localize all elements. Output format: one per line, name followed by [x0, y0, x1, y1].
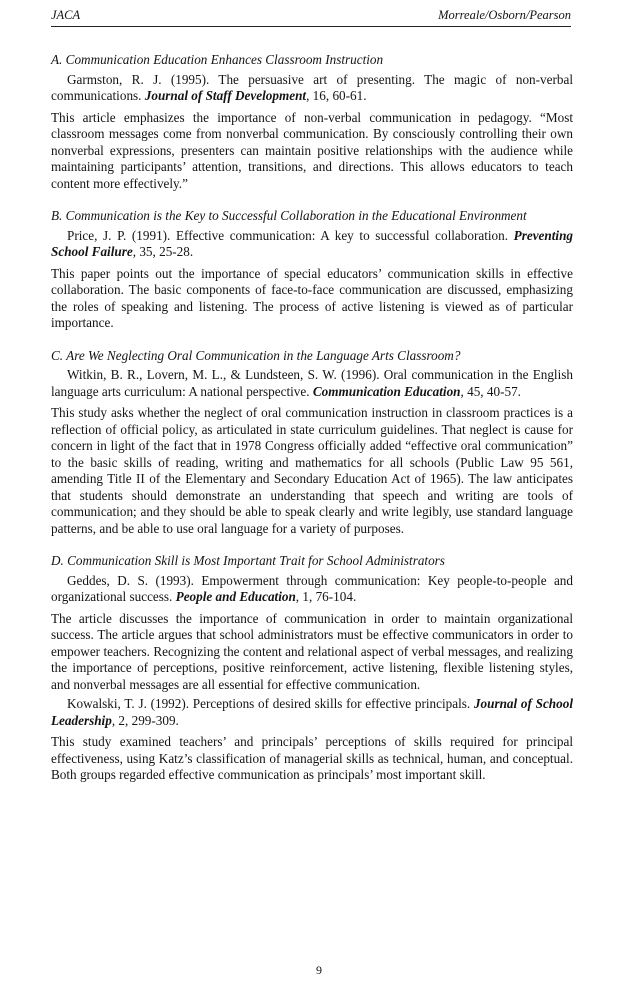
section-c — [51, 348, 573, 538]
journal-title: Journal of Staff Development — [144, 88, 307, 103]
citation-volume: , 2, 299-309. — [111, 712, 179, 728]
running-header — [51, 6, 571, 27]
abstract: This study asks whether the neglect of oral communication instruction in classroom practices is a reflection of official policy, as articulated in state curriculum guidelines. That neglect is cause for concern in light of the fact that in 1978 Congress officially added “effective oral communication” to the basic skills of reading, writing and mathematics for all schools (Public Law 95 561, amending Title II of the Elementary and Secondary Education Act of 1965). The law anticipates that students should demonstrate an understanding that speech and writing are tools of communication; and they should be able to speak clearly and write legibly, use standard language patterns, and be able to use oral language for a variety of purposes. — [51, 405, 573, 536]
journal-title: Preventing School Failure — [51, 227, 573, 259]
abstract: This study examined teachers’ and principals’ perceptions of skills required for principal effectiveness, using Katz’s classification of managerial skills as technical, human, and conceptual. Both groups regarded effective communication as principals’ most important skill. — [51, 734, 573, 782]
abstract: This paper points out the importance of special educators’ communication skills in effective collaboration. The basic components of face-to-face communication are discussed, emphasizing the roles of speaking and listening. The process of active listening is viewed as of particular importance. — [51, 265, 573, 330]
page-number: 9 — [316, 963, 322, 977]
citation — [51, 696, 573, 729]
citation-volume: , 35, 25-28. — [132, 244, 194, 259]
section-heading: C. Are We Neglecting Oral Communication in the Language Arts Classroom? — [51, 347, 461, 363]
section-a — [51, 52, 573, 192]
citation-text: Geddes, D. S. (1993). Empowerment through communication: Key people-to-people and organizational success. — [51, 572, 573, 604]
section-d — [51, 553, 573, 784]
section-heading: A. Communication Education Enhances Classroom Instruction — [51, 52, 384, 67]
section-heading: B. Communication is the Key to Successful Collaboration in the Educational Environment — [51, 208, 527, 223]
citation-volume: , 1, 76-104. — [295, 589, 357, 604]
journal-title: Journal of School Leadership — [51, 696, 573, 728]
abstract: The article discusses the importance of communication in order to maintain organizational success. The article argues that school administrators must be effective communicators in order to empower teachers. Recognizing the content and relational aspect of verbal messages, and realizing the importance of perceptions, positive reinforcement, active listening, flexible listening styles, and nonverbal messages are all essential for effective communication. — [51, 610, 573, 692]
citation-text: Price, J. P. (1991). Effective communication: A key to successful collaboration. — [67, 227, 514, 243]
citation — [51, 228, 573, 261]
citation-volume: , 16, 60-61. — [306, 88, 367, 103]
citation-text: Kowalski, T. J. (1992). Perceptions of desired skills for effective principals. — [67, 696, 474, 711]
citation-text: Garmston, R. J. (1995). The persuasive art of presenting. The magic of non-verbal communications. — [51, 71, 573, 103]
page-content — [51, 52, 573, 800]
header-journal-abbrev: JACA — [51, 8, 81, 22]
journal-title: Communication Education — [312, 383, 461, 399]
citation — [51, 573, 573, 606]
citation-text: Witkin, B. R., Lovern, M. L., & Lundsteen, S. W. (1996). Oral communication in the English language arts curriculum: A national perspective. — [51, 367, 573, 399]
journal-title: People and Education — [175, 589, 296, 604]
citation — [51, 367, 573, 400]
citation — [51, 72, 573, 105]
citation-volume: , 45, 40-57. — [460, 383, 521, 399]
abstract: This article emphasizes the importance of non-verbal communication in pedagogy. “Most classroom messages come from nonverbal communication. By consciously controlling their own nonverbal expressions, presenters can maintain positive relationships with the audience while maintaining participants’ attention, transitions, and directions. This allows educators to teach content more effectively.” — [51, 109, 573, 191]
section-heading: D. Communication Skill is Most Important Trait for School Administrators — [51, 553, 445, 568]
header-authors: Morreale/Osborn/Pearson — [438, 8, 571, 22]
section-b — [51, 208, 573, 332]
